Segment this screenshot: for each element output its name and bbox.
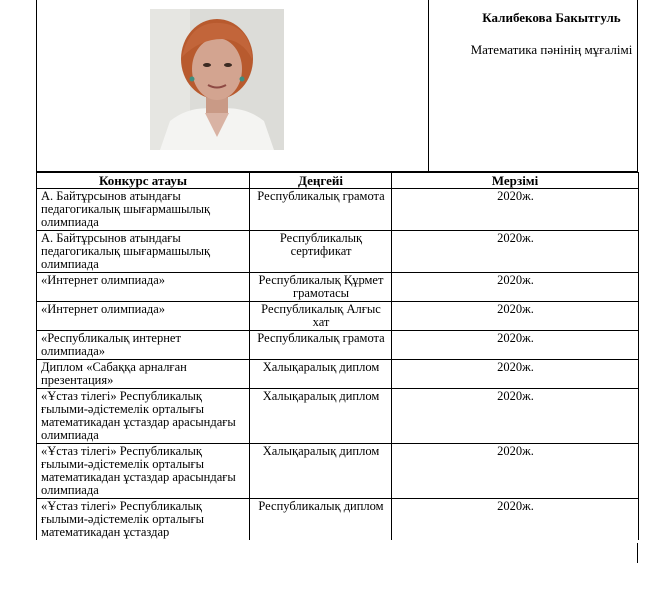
header-table bbox=[36, 0, 638, 172]
cell-title: А. Байтұрсынов атындағы педагогикалық шығармашылық олимпиада bbox=[37, 189, 250, 231]
table-row bbox=[37, 444, 639, 499]
table-row bbox=[37, 231, 639, 273]
cell-level: Халықаралық диплом bbox=[250, 360, 392, 389]
cell-title: «Ұстаз тілегі» Республикалық ғылыми-әдістемелік орталығы математикадан ұстаздар bbox=[37, 499, 250, 541]
cell-level: Халықаралық диплом bbox=[250, 389, 392, 444]
cell-level: Республикалық диплом bbox=[250, 499, 392, 541]
table-row bbox=[37, 189, 639, 231]
cell-title: «Ұстаз тілегі» Республикалық ғылыми-әдістемелік орталығы математикадан ұстаздар арасындағы олимпиада bbox=[37, 444, 250, 499]
column-header-title: Конкурс атауы bbox=[37, 173, 250, 189]
cell-date: 2020ж. bbox=[392, 360, 639, 389]
cell-date: 2020ж. bbox=[392, 302, 639, 331]
cell-date: 2020ж. bbox=[392, 444, 639, 499]
cell-title: «Интернет олимпиада» bbox=[37, 302, 250, 331]
cell-title: А. Байтұрсынов атындағы педагогикалық шығармашылық олимпиада bbox=[37, 231, 250, 273]
cell-level: Халықаралық диплом bbox=[250, 444, 392, 499]
table-row bbox=[37, 302, 639, 331]
cell-date: 2020ж. bbox=[392, 499, 639, 541]
column-header-level: Деңгейі bbox=[250, 173, 392, 189]
competitions-table bbox=[36, 172, 639, 540]
cell-date: 2020ж. bbox=[392, 389, 639, 444]
teacher-subject: Математика пәнінің мұғалімі bbox=[470, 42, 633, 57]
teacher-photo bbox=[150, 9, 284, 150]
table-row bbox=[37, 273, 639, 302]
cell-date: 2020ж. bbox=[392, 189, 639, 231]
cell-level: Республикалық сертификат bbox=[250, 231, 392, 273]
cell-title: «Республикалық интернет олимпиада» bbox=[37, 331, 250, 360]
table-row bbox=[37, 331, 639, 360]
cell-date: 2020ж. bbox=[392, 231, 639, 273]
table-row bbox=[37, 499, 639, 541]
cell-level: Республикалық Құрмет грамотасы bbox=[250, 273, 392, 302]
cell-level: Республикалық Алғыс хат bbox=[250, 302, 392, 331]
cell-date: 2020ж. bbox=[392, 331, 639, 360]
cell-title: «Интернет олимпиада» bbox=[37, 273, 250, 302]
text-cursor bbox=[637, 543, 638, 563]
cell-level: Республикалық грамота bbox=[250, 189, 392, 231]
table-row bbox=[37, 389, 639, 444]
teacher-name: Калибекова Бакытгуль bbox=[482, 10, 621, 25]
column-header-date: Мерзімі bbox=[392, 173, 639, 189]
cell-title: Диплом «Сабаққа арналған презентация» bbox=[37, 360, 250, 389]
cell-date: 2020ж. bbox=[392, 273, 639, 302]
table-header-row bbox=[37, 173, 639, 189]
cell-level: Республикалық грамота bbox=[250, 331, 392, 360]
cell-title: «Ұстаз тілегі» Республикалық ғылыми-әдістемелік орталығы математикадан ұстаздар арасындағы олимпиада bbox=[37, 389, 250, 444]
table-row bbox=[37, 360, 639, 389]
